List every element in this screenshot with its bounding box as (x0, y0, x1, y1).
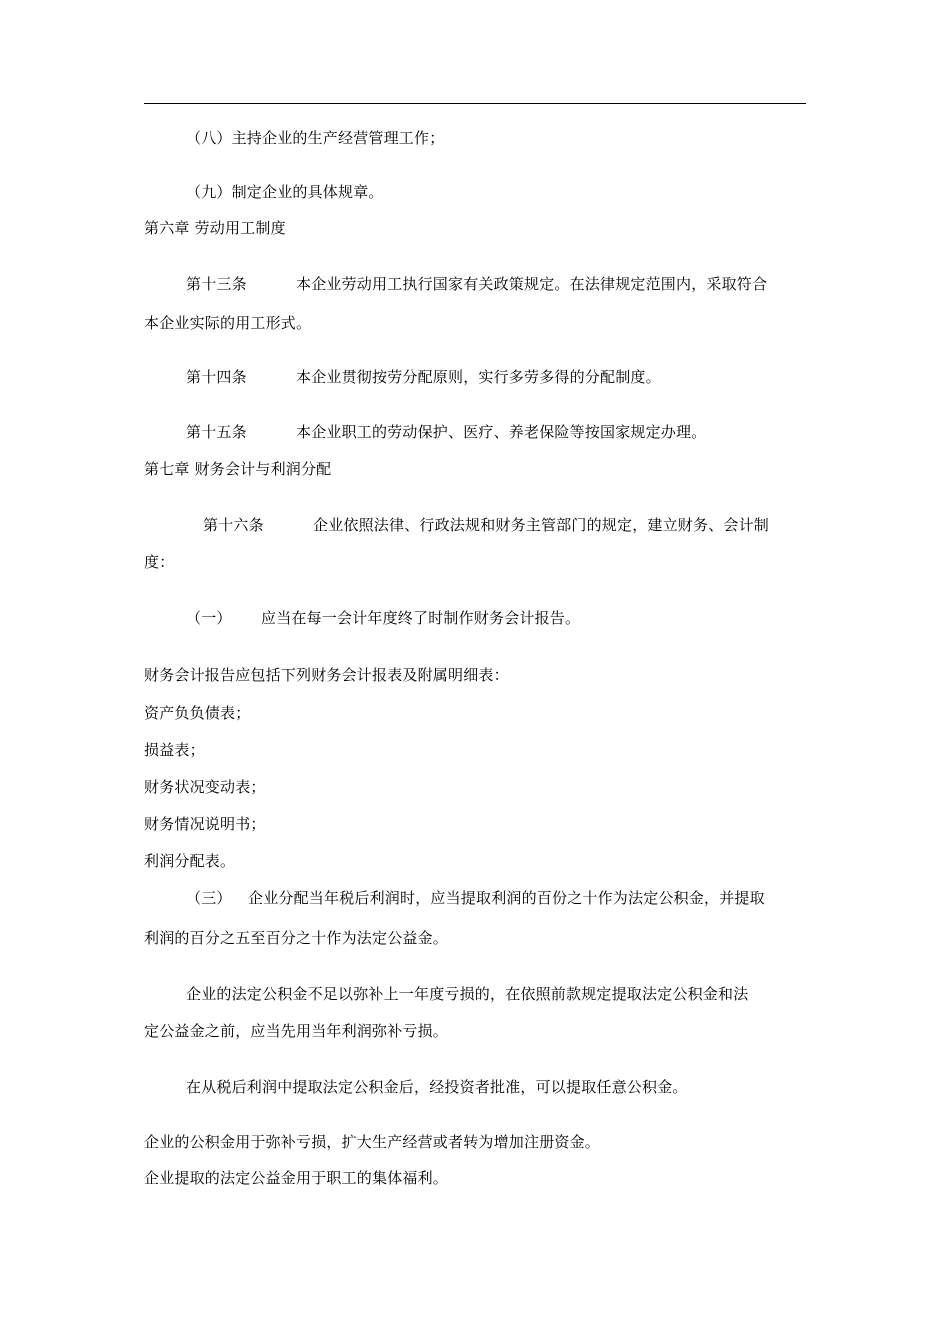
article-13-text-1: 本企业劳动用工执行国家有关政策规定。在法律规定范围内，采取符合 (296, 275, 768, 293)
article-15-text: 本企业职工的劳动保护、医疗、养老保险等按国家规定办理。 (296, 423, 707, 441)
reserve-paragraph-line-1: 企业的法定公积金不足以弥补上一年度亏损的，在依照前款规定提取法定公积金和法 (186, 985, 749, 1003)
report-item: 资产负负债表； (144, 704, 251, 722)
item-8: （八）主持企业的生产经营管理工作； (186, 129, 445, 147)
clause-1-label: （一） (186, 609, 232, 627)
article-13-label: 第十三条 (186, 275, 247, 293)
clause-3-label: （三） (186, 889, 232, 907)
item-9: （九）制定企业的具体规章。 (186, 183, 384, 201)
report-item: 损益表； (144, 741, 205, 759)
article-16-line-1 (203, 515, 769, 535)
article-16-text-1: 企业依照法律、行政法规和财务主管部门的规定，建立财务、会计制 (313, 516, 770, 534)
clause-3-text-1: 企业分配当年税后利润时，应当提取利润的百份之十作为法定公积金，并提取 (248, 889, 765, 907)
header-rule (144, 103, 806, 104)
article-14 (186, 367, 661, 387)
optional-reserve-paragraph: 在从税后利润中提取法定公积金后，经投资者批准，可以提取任意公积金。 (186, 1078, 688, 1096)
article-16-label: 第十六条 (203, 516, 264, 534)
chapter-6-heading: 第六章 劳动用工制度 (144, 219, 286, 237)
report-item: 财务状况变动表； (144, 778, 266, 796)
reserve-use-paragraph: 企业的公积金用于弥补亏损，扩大生产经营或者转为增加注册资金。 (144, 1133, 601, 1151)
clause-3-line-2: 利润的百分之五至百分之十作为法定公益金。 (144, 929, 449, 947)
article-16-line-2: 度： (144, 553, 175, 571)
report-item: 利润分配表。 (144, 852, 236, 870)
article-14-label: 第十四条 (186, 368, 247, 386)
chapter-7-heading: 第七章 财务会计与利润分配 (144, 460, 332, 478)
report-item: 财务情况说明书； (144, 815, 266, 833)
article-13-line-1 (186, 274, 767, 294)
article-15-label: 第十五条 (186, 423, 247, 441)
clause-1-text: 应当在每一会计年度终了时制作财务会计报告。 (261, 609, 581, 627)
clause-1 (186, 608, 580, 628)
reserve-paragraph-line-2: 定公益金之前，应当先用当年利润弥补亏损。 (144, 1022, 449, 1040)
article-14-text: 本企业贯彻按劳分配原则，实行多劳多得的分配制度。 (296, 368, 661, 386)
article-13-line-2: 本企业实际的用工形式。 (144, 314, 312, 332)
clause-3-line-1 (186, 888, 765, 908)
welfare-fund-paragraph: 企业提取的法定公益金用于职工的集体福利。 (144, 1169, 449, 1187)
report-intro: 财务会计报告应包括下列财务会计报表及附属明细表： (144, 666, 509, 684)
article-15 (186, 422, 706, 442)
